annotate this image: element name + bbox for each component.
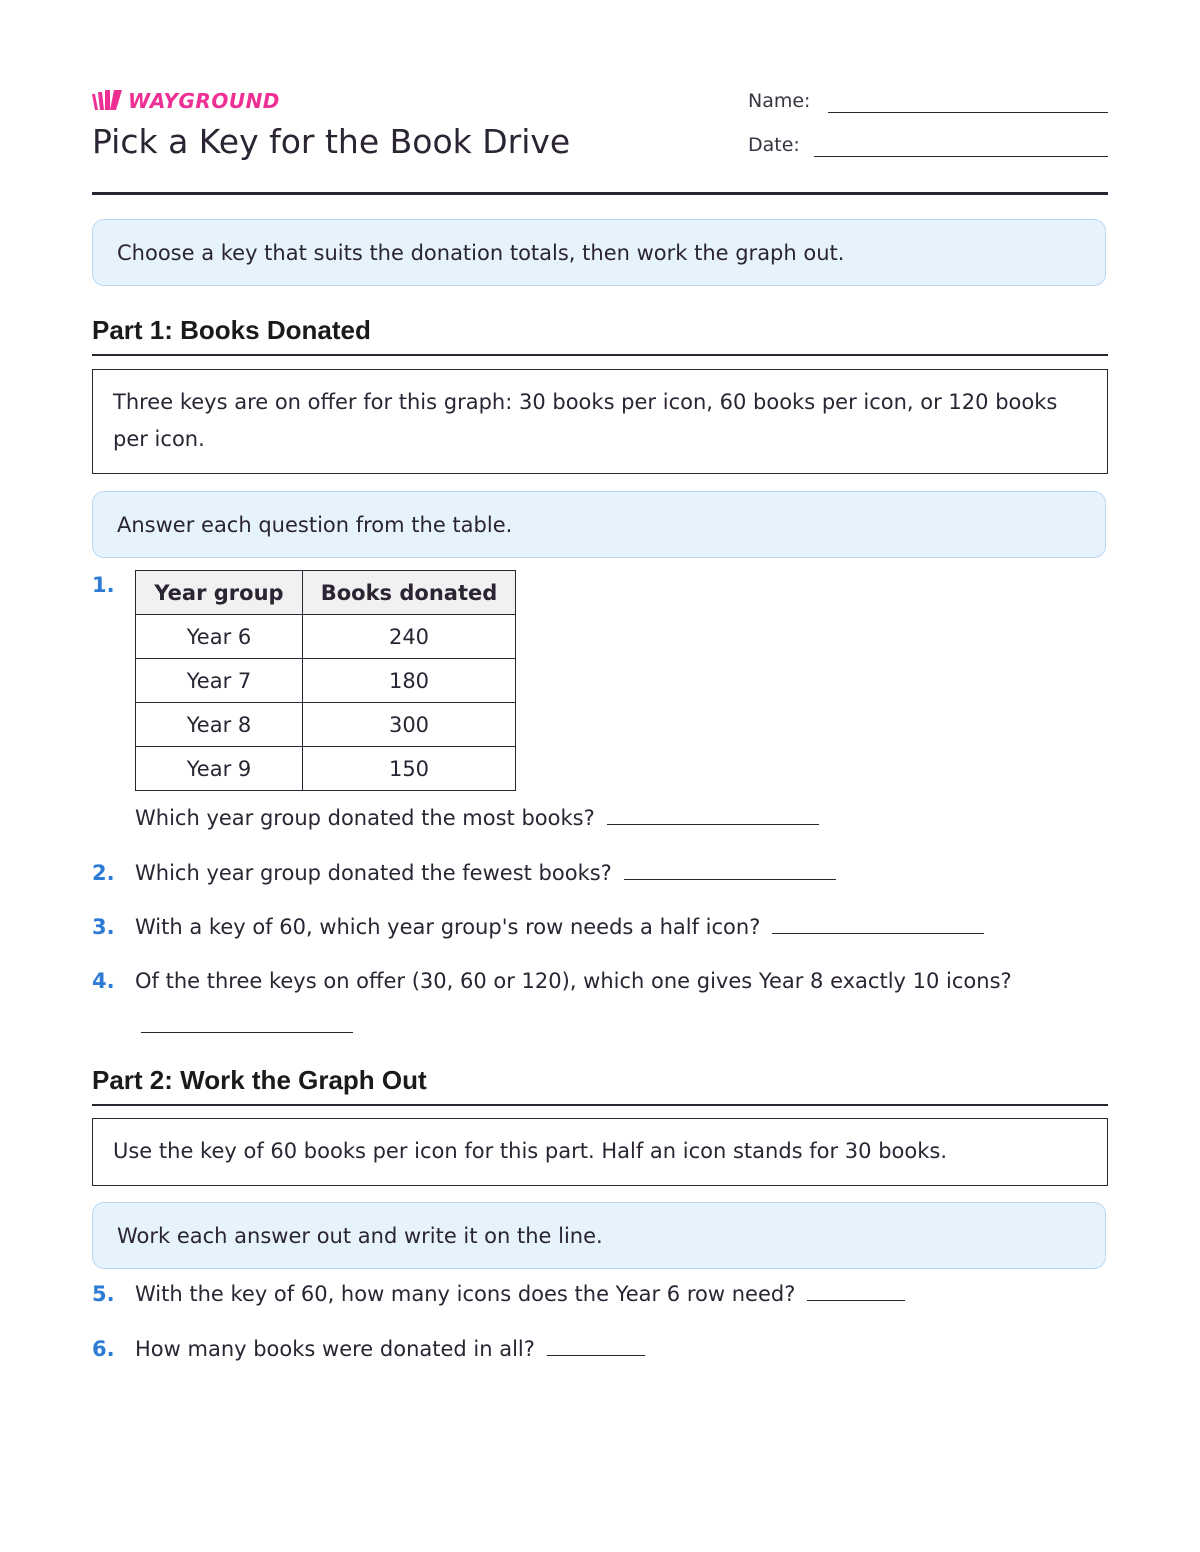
part1-instruction-text: Answer each question from the table. — [117, 512, 513, 537]
question-number: 2. — [92, 861, 115, 885]
question-number: 3. — [92, 915, 115, 939]
question-number: 1. — [92, 573, 115, 597]
answer-line[interactable] — [607, 823, 819, 825]
question-text: Which year group donated the most books? — [135, 806, 595, 830]
part1-title: Part 1: Books Donated — [92, 315, 371, 345]
answer-line[interactable] — [807, 1299, 905, 1301]
table-cell-books: 150 — [303, 747, 516, 791]
table-cell-books: 180 — [303, 659, 516, 703]
donations-table — [135, 570, 516, 791]
question-text: Which year group donated the fewest books? — [135, 861, 612, 885]
table-row — [136, 659, 516, 703]
header-divider — [92, 192, 1108, 195]
answer-line[interactable] — [624, 878, 836, 880]
question-3 — [135, 915, 984, 939]
question-6 — [135, 1337, 645, 1361]
question-4 — [135, 969, 1012, 993]
question-5 — [135, 1282, 905, 1306]
part1-info-text: Three keys are on offer for this graph: 30 books per icon, 60 books per icon, or 120 books per icon. — [113, 390, 1058, 451]
date-label: Date: — [748, 134, 800, 156]
name-field[interactable] — [748, 90, 810, 112]
part2-divider — [92, 1104, 1108, 1106]
question-text: With a key of 60, which year group's row needs a half icon? — [135, 915, 761, 939]
table-row — [136, 747, 516, 791]
table-row — [136, 615, 516, 659]
question-number: 4. — [92, 969, 115, 993]
date-line[interactable] — [814, 156, 1108, 157]
question-number: 5. — [92, 1282, 115, 1306]
table-cell-books: 300 — [303, 703, 516, 747]
answer-line[interactable] — [141, 1032, 353, 1033]
page-title: Pick a Key for the Book Drive — [92, 122, 571, 161]
column-header-year-group: Year group — [136, 571, 303, 615]
wayground-logo-icon — [92, 90, 122, 112]
table-cell-year: Year 7 — [136, 659, 303, 703]
worksheet-header — [92, 84, 1108, 196]
date-field[interactable] — [748, 134, 800, 156]
part1-divider — [92, 354, 1108, 356]
part2-instruction-note — [92, 1202, 1106, 1269]
part2-title: Part 2: Work the Graph Out — [92, 1065, 427, 1095]
table-cell-year: Year 9 — [136, 747, 303, 791]
part1-instruction-note — [92, 491, 1106, 558]
part2-info-text: Use the key of 60 books per icon for this part. Half an icon stands for 30 books. — [113, 1139, 948, 1163]
table-cell-year: Year 6 — [136, 615, 303, 659]
table-cell-books: 240 — [303, 615, 516, 659]
part1-info-box — [92, 369, 1108, 474]
brand-logo — [92, 88, 280, 114]
question-2 — [135, 861, 836, 885]
name-line[interactable] — [828, 112, 1108, 113]
part2-instruction-text: Work each answer out and write it on the line. — [117, 1223, 603, 1248]
brand-name: WAYGROUND — [128, 89, 280, 113]
intro-note — [92, 219, 1106, 286]
part2-info-box — [92, 1118, 1108, 1186]
name-label: Name: — [748, 90, 811, 112]
table-cell-year: Year 8 — [136, 703, 303, 747]
column-header-books-donated: Books donated — [303, 571, 516, 615]
answer-line[interactable] — [772, 932, 984, 934]
question-text: How many books were donated in all? — [135, 1337, 535, 1361]
answer-line[interactable] — [547, 1354, 645, 1356]
question-text: With the key of 60, how many icons does the Year 6 row need? — [135, 1282, 796, 1306]
question-text: Of the three keys on offer (30, 60 or 120), which one gives Year 8 exactly 10 icons? — [135, 969, 1012, 993]
table-row — [136, 703, 516, 747]
intro-text: Choose a key that suits the donation totals, then work the graph out. — [117, 240, 845, 265]
table-header-row — [136, 571, 516, 615]
question-1 — [135, 806, 819, 830]
question-number: 6. — [92, 1337, 115, 1361]
